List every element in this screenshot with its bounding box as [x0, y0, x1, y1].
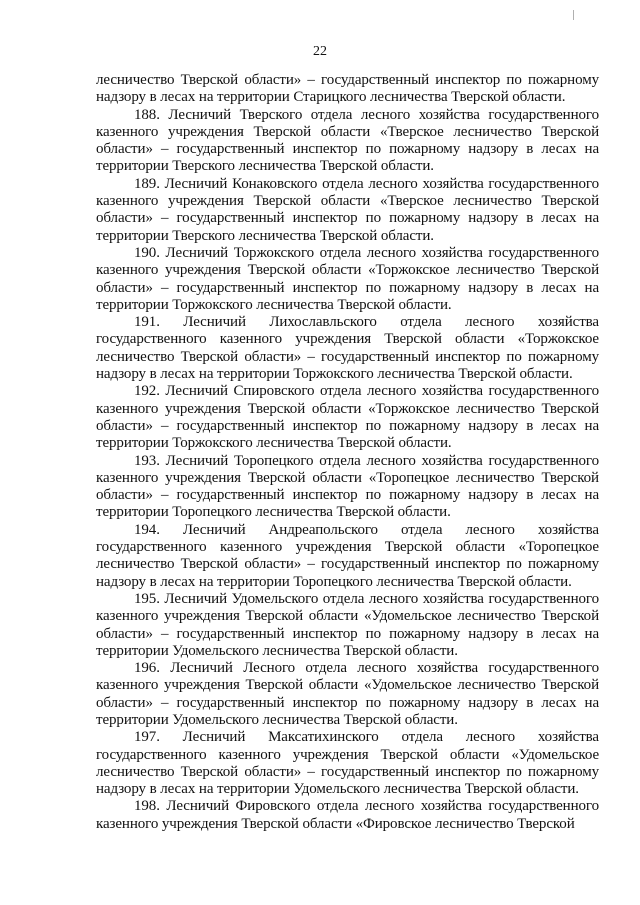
paragraph-188: 188. Лесничий Тверского отдела лесного хозяйства государственного казенного учреждения Тверской области «Тверское лесничество Тверской области» – государственный инспектор по пожарному надзору в лесах на территории Тверского лесничества Тверской области. — [96, 106, 599, 175]
paragraph-196: 196. Лесничий Лесного отдела лесного хозяйства государственного казенного учреждения Тверской области «Удомельское лесничество Тверской области» – государственный инспектор по пожарному надзору в лесах на территории Удомельского лесничества Тверской области. — [96, 660, 599, 728]
paragraph-191: 191. Лесничий Лихославльского отдела лесного хозяйства государственного казенного учреждения Тверской области «Торжокское лесничество Тверской области» – государственный инспектор по пожарному надзору в лесах на территории Торжокского лесничества Тверской области. — [96, 314, 599, 383]
paragraph-193: 193. Лесничий Торопецкого отдела лесного хозяйства государственного казенного учреждения Тверской области «Торопецкое лесничество Тверской области» – государственный инспектор по пожарному надзору в лесах на территории Торопецкого лесничества Тверской области. — [96, 452, 599, 521]
page-number: 22 — [313, 44, 327, 59]
document-body — [96, 72, 599, 833]
scan-mark — [573, 10, 578, 20]
paragraph-continuation: лесничество Тверской области» – государственный инспектор по пожарному надзору в лесах на территории Старицкого лесничества Тверской области. — [96, 72, 599, 106]
paragraph-189: 189. Лесничий Конаковского отдела лесного хозяйства государственного казенного учреждения Тверской области «Тверское лесничество Тверской области» – государственный инспектор по пожарному надзору в лесах на территории Тверского лесничества Тверской области. — [96, 175, 599, 244]
paragraph-194: 194. Лесничий Андреапольского отдела лесного хозяйства государственного казенного учреждения Тверской области «Торопецкое лесничество Тверской области» – государственный инспектор по пожарному надзору в лесах на территории Торопецкого лесничества Тверской области. — [96, 521, 599, 590]
paragraph-192: 192. Лесничий Спировского отдела лесного хозяйства государственного казенного учреждения Тверской области «Торжокское лесничество Тверской области» – государственный инспектор по пожарному надзору в лесах на территории Торжокского лесничества Тверской области. — [96, 383, 599, 452]
paragraph-195: 195. Лесничий Удомельского отдела лесного хозяйства государственного казенного учреждения Тверской области «Удомельское лесничество Тверской области» – государственный инспектор по пожарному надзору в лесах на территории Удомельского лесничества Тверской области. — [96, 590, 599, 659]
paragraph-198: 198. Лесничий Фировского отдела лесного хозяйства государственного казенного учреждения Тверской области «Фировское лесничество Тверской — [96, 798, 599, 832]
paragraph-197: 197. Лесничий Максатихинского отдела лесного хозяйства государственного казенного учреждения Тверской области «Удомельское лесничество Тверской области» – государственный инспектор по пожарному надзору в лесах на территории Удомельского лесничества Тверской области. — [96, 729, 599, 798]
paragraph-190: 190. Лесничий Торжокского отдела лесного хозяйства государственного казенного учреждения Тверской области «Торжокское лесничество Тверской области» – государственный инспектор по пожарному надзору в лесах на территории Торжокского лесничества Тверской области. — [96, 244, 599, 313]
